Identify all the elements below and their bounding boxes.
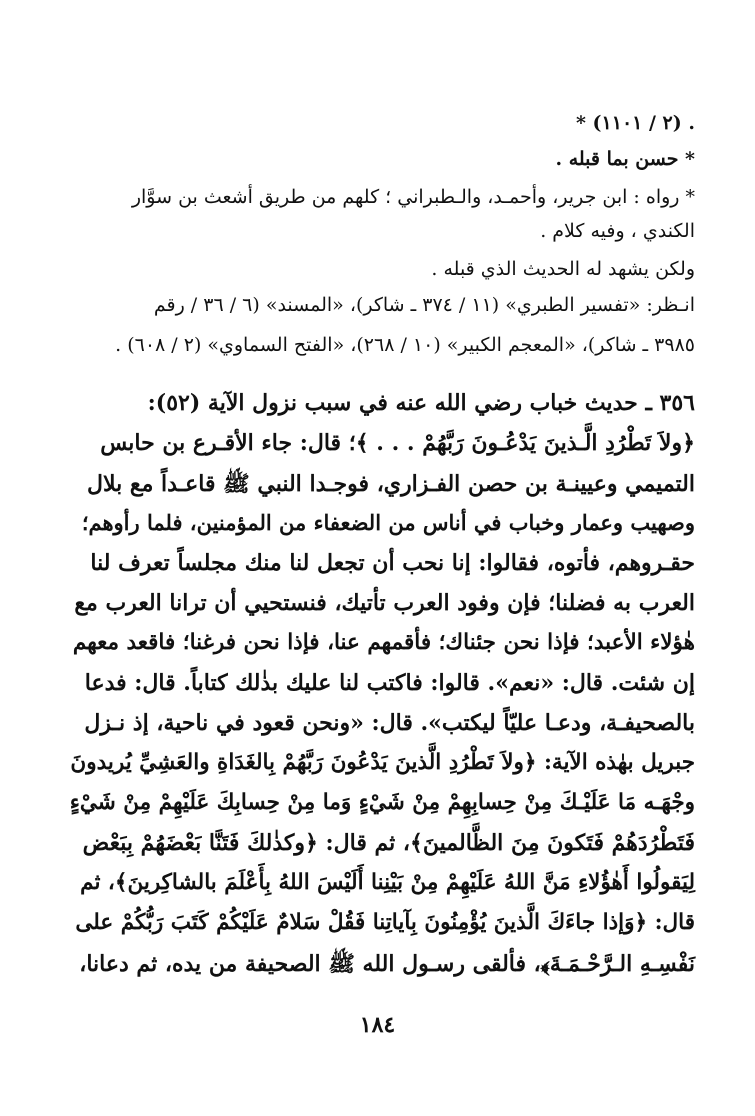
hadith-line: وصهيب وعمار وخباب في أناس من الضعفاء من المؤمنين، فلما رأوهم؛ [81,510,695,535]
hadith-line: فَتَطْرُدَهُمْ فَتَكونَ مِنَ الظَّالمينَ﴾، ثم قال: ﴿وكذٰلكَ فَتَنَّا بَعْضَهُمْ بِبَعْض [82,830,695,856]
footnote-line: الكندي ، وفيه كلام . [540,220,695,242]
hadith-line: التميمي وعيينـة بن حصن الفـزاري، فوجـدا النبي ﷺ قاعـداً مع بلال [86,471,695,497]
footnote-line: * حسن بما قبله . [555,148,695,170]
footnote-line: انـظر: «تفسير الطبري» (١١ / ٣٧٤ ـ شاكر)، «المسند» (٦ / ٣٦ / رقم [153,294,695,316]
hadith-line: حقـروهم، فأتوه، فقالوا: إنا نحب أن تجعل لنا منك مجلساً تعرف لنا [90,550,695,576]
hadith-line: وجْهَـه مَا عَلَيْـكَ مِنْ حِسابِهِمْ مِنْ شَيْءٍ وَما مِنْ حِسابِكَ عَلَيْهِمْ مِنْ شَيْءٍ [69,790,695,815]
hadith-line: نَفْسِـهِ الـرَّحْـمَـةَ﴾، فألقى رسـول الله ﷺ الصحيفة من يده، ثم دعانا، [79,951,695,977]
footnote-line: * (٢ / ١١٠١) . [576,112,695,134]
hadith-line: بالصحيفـة، ودعـا عليّاً ليكتب». قال: «ونحن قعود في ناحية، إذ نـزل [84,710,695,736]
hadith-line: هٰؤلاء الأعبد؛ فإذا نحن جئناك؛ فأقمهم عنا، فإذا نحن فرغنا؛ فاقعد معهم [72,630,695,655]
footnote-line: ٣٩٨٥ ـ شاكر)، «المعجم الكبير» (١٠ / ٢٦٨)، «الفتح السماوي» (٢ / ٦٠٨) . [115,334,695,356]
footnote-line: * رواه : ابن جرير، وأحمـد، والـطبراني ؛ كلهم من طريق أشعث بن سوَّار [131,186,695,208]
hadith-line: ﴿ولاَ تَطْرُدِ الَّـذينَ يَدْعُـونَ رَبَّهُمْ . . . ﴾؛ قال: جاء الأقـرع بن حابس [100,430,695,456]
hadith-line: قال: ﴿وَإذا جاءَكَ الَّذينَ يُؤْمِنُونَ بِآياتِنا فَقُلْ سَلامٌ عَلَيْكُمْ كَتَبَ رَبُّكُمْ على [75,910,695,935]
page-number: ١٨٤ [359,1012,396,1038]
hadith-line: إن شئت. قال: «نعم». قالوا: فاكتب لنا عليك بذٰلك كتاباً. قال: فدعا [84,670,695,696]
hadith-heading: ٣٥٦ ـ حديث خباب رضي الله عنه في سبب نزول الآية (٥٢): [147,390,695,416]
hadith-line: العرب به فضلنا؛ فإن وفود العرب تأتيك، فنستحيي أن ترانا العرب مع [74,590,695,616]
hadith-line: لِيَقولُوا أَهٰؤُلاءِ مَنَّ اللهُ عَلَيْهِمْ مِنْ بَيْنِنا أَلَيْسَ اللهُ بِأَعْلَمَ بالشاكِرينَ﴾، ثم [80,870,695,895]
footnote-line: ولكن يشهد له الحديث الذي قبله . [431,258,695,280]
hadith-line: جبريل بهٰذه الآية: ﴿ولاَ تَطْرُدِ الَّذينَ يَدْعُونَ رَبَّهُمْ بِالغَدَاةِ والعَشِيِّ يُريدونَ [70,750,695,775]
